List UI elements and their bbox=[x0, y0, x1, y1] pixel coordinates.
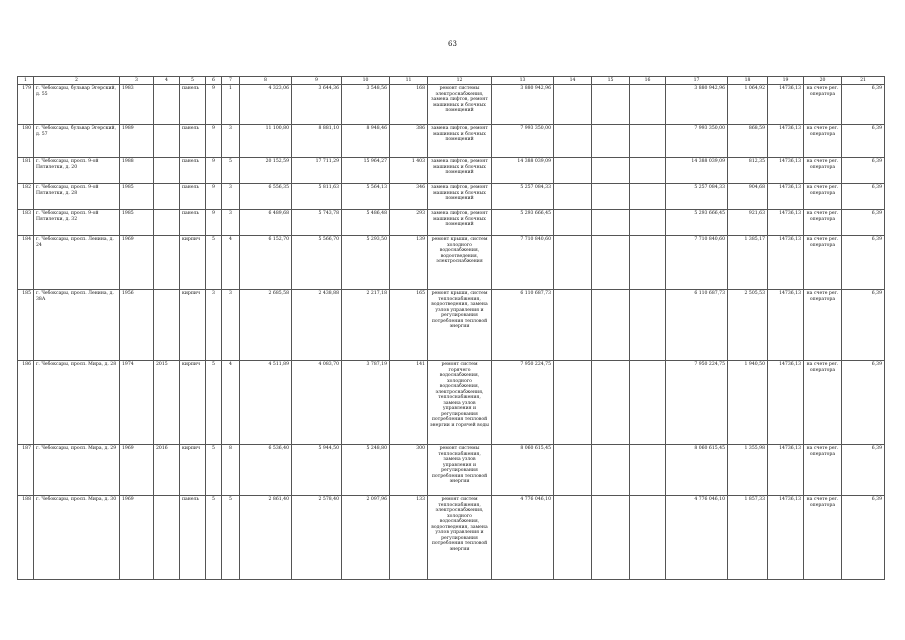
cell-tariff: 6,39 bbox=[842, 184, 885, 210]
cell-area-a: 5 944,50 bbox=[292, 445, 342, 496]
cell-wall: панель bbox=[180, 85, 206, 125]
cell-c14 bbox=[554, 125, 592, 158]
cell-floors: 9 bbox=[206, 125, 222, 158]
column-number: 19 bbox=[768, 77, 804, 85]
cell-wall: кирпич bbox=[180, 236, 206, 290]
cell-limit: 14736,13 bbox=[768, 158, 804, 184]
cell-limit: 14736,13 bbox=[768, 361, 804, 445]
cell-year-built: 1956 bbox=[120, 290, 154, 361]
cell-area-a: 4 083,70 bbox=[292, 361, 342, 445]
cell-area-b: 3 787,19 bbox=[342, 361, 390, 445]
capital-repair-table bbox=[17, 76, 885, 580]
cell-year-renov bbox=[154, 85, 180, 125]
cell-no: 185 bbox=[18, 290, 34, 361]
cell-residents: 346 bbox=[390, 184, 428, 210]
cell-cost-total: 5 257 084,33 bbox=[666, 184, 728, 210]
column-number: 17 bbox=[666, 77, 728, 85]
table-row bbox=[18, 445, 885, 496]
column-number: 2 bbox=[34, 77, 120, 85]
column-number: 14 bbox=[554, 77, 592, 85]
cell-address: г. Чебоксары, просп. 9-ой Пятилетки, д. 32 bbox=[34, 210, 120, 236]
cell-area-b: 3 548,56 bbox=[342, 85, 390, 125]
cell-tariff: 6,39 bbox=[842, 85, 885, 125]
cell-c15 bbox=[592, 184, 630, 210]
cell-cost: 5 257 084,33 bbox=[492, 184, 554, 210]
cell-entrances: 3 bbox=[222, 184, 240, 210]
cell-method: на счете рег. оператора bbox=[804, 125, 842, 158]
cell-cost: 8 060 615,45 bbox=[492, 445, 554, 496]
column-number: 1 bbox=[18, 77, 34, 85]
cell-floors: 5 bbox=[206, 496, 222, 580]
cell-c15 bbox=[592, 361, 630, 445]
cell-tariff: 6,39 bbox=[842, 125, 885, 158]
cell-works: ремонт систем теплоснабжения, электроснабжения, холодного водоснабжения, водоотведения, замена узлов управления и регулирования потребления тепловой энергии bbox=[428, 496, 492, 580]
table-row bbox=[18, 85, 885, 125]
cell-method: на счете рег. оператора bbox=[804, 210, 842, 236]
cell-no: 179 bbox=[18, 85, 34, 125]
cell-area-b: 5 293,50 bbox=[342, 236, 390, 290]
cell-limit: 14736,13 bbox=[768, 445, 804, 496]
cell-year-renov: 2016 bbox=[154, 445, 180, 496]
table-row bbox=[18, 290, 885, 361]
cell-method: на счете рег. оператора bbox=[804, 85, 842, 125]
table-row bbox=[18, 236, 885, 290]
page-number: 63 bbox=[448, 40, 457, 48]
cell-per-sqm: 1 940,50 bbox=[728, 361, 768, 445]
cell-cost-total: 7 710 840,60 bbox=[666, 236, 728, 290]
column-number: 10 bbox=[342, 77, 390, 85]
cell-c14 bbox=[554, 210, 592, 236]
cell-tariff: 6,39 bbox=[842, 290, 885, 361]
cell-no: 184 bbox=[18, 236, 34, 290]
cell-address: г. Чебоксары, просп. Мира, д. 28 bbox=[34, 361, 120, 445]
cell-area-b: 2 097,96 bbox=[342, 496, 390, 580]
cell-address: г. Чебоксары, бульвар Эгерский, д. 57 bbox=[34, 125, 120, 158]
cell-area-total: 6 489,68 bbox=[240, 210, 292, 236]
cell-floors: 5 bbox=[206, 445, 222, 496]
cell-limit: 14736,13 bbox=[768, 184, 804, 210]
table-row bbox=[18, 361, 885, 445]
cell-cost-total: 6 110 687,73 bbox=[666, 290, 728, 361]
cell-cost-total: 8 060 615,45 bbox=[666, 445, 728, 496]
cell-limit: 14736,13 bbox=[768, 85, 804, 125]
column-number: 9 bbox=[292, 77, 342, 85]
cell-address: г. Чебоксары, просп. 9-ой Пятилетки, д. 28 bbox=[34, 184, 120, 210]
cell-year-built: 1969 bbox=[120, 445, 154, 496]
cell-entrances: 3 bbox=[222, 210, 240, 236]
cell-wall: панель bbox=[180, 125, 206, 158]
cell-c15 bbox=[592, 236, 630, 290]
cell-area-b: 2 217,18 bbox=[342, 290, 390, 361]
cell-entrances: 4 bbox=[222, 236, 240, 290]
cell-cost: 6 110 687,73 bbox=[492, 290, 554, 361]
cell-c15 bbox=[592, 210, 630, 236]
cell-wall: панель bbox=[180, 496, 206, 580]
cell-area-total: 6 536,40 bbox=[240, 445, 292, 496]
cell-entrances: 3 bbox=[222, 290, 240, 361]
cell-address: г. Чебоксары, просп. Мира, д. 30 bbox=[34, 496, 120, 580]
cell-no: 182 bbox=[18, 184, 34, 210]
cell-limit: 14736,13 bbox=[768, 125, 804, 158]
cell-per-sqm: 1 857,33 bbox=[728, 496, 768, 580]
cell-c14 bbox=[554, 290, 592, 361]
cell-residents: 141 bbox=[390, 361, 428, 445]
cell-no: 187 bbox=[18, 445, 34, 496]
table-row bbox=[18, 158, 885, 184]
cell-limit: 14736,13 bbox=[768, 496, 804, 580]
cell-c15 bbox=[592, 496, 630, 580]
cell-cost-total: 3 880 942,96 bbox=[666, 85, 728, 125]
cell-area-a: 3 644,36 bbox=[292, 85, 342, 125]
cell-entrances: 1 bbox=[222, 85, 240, 125]
cell-floors: 9 bbox=[206, 184, 222, 210]
cell-c16 bbox=[630, 290, 666, 361]
cell-cost-total: 7 950 224,75 bbox=[666, 361, 728, 445]
cell-c15 bbox=[592, 125, 630, 158]
column-number-row bbox=[18, 77, 885, 85]
cell-floors: 9 bbox=[206, 210, 222, 236]
cell-c16 bbox=[630, 158, 666, 184]
cell-area-a: 2 578,40 bbox=[292, 496, 342, 580]
cell-tariff: 6,39 bbox=[842, 361, 885, 445]
cell-cost-total: 4 776 046,10 bbox=[666, 496, 728, 580]
cell-per-sqm: 1 064,92 bbox=[728, 85, 768, 125]
cell-works: замена лифтов, ремонт машинных и блочных помещений bbox=[428, 210, 492, 236]
cell-method: на счете рег. оператора bbox=[804, 158, 842, 184]
column-number: 11 bbox=[390, 77, 428, 85]
cell-address: г. Чебоксары, просп. 9-ой Пятилетки, д. 20 bbox=[34, 158, 120, 184]
cell-works: замена лифтов, ремонт машинных и блочных помещений bbox=[428, 184, 492, 210]
cell-limit: 14736,13 bbox=[768, 236, 804, 290]
cell-entrances: 4 bbox=[222, 361, 240, 445]
cell-cost-total: 7 993 350,00 bbox=[666, 125, 728, 158]
cell-residents: 300 bbox=[390, 445, 428, 496]
cell-year-built: 1985 bbox=[120, 184, 154, 210]
column-number: 15 bbox=[592, 77, 630, 85]
cell-cost: 7 950 224,75 bbox=[492, 361, 554, 445]
cell-area-b: 5 564,13 bbox=[342, 184, 390, 210]
cell-residents: 293 bbox=[390, 210, 428, 236]
cell-method: на счете рег. оператора bbox=[804, 361, 842, 445]
cell-area-a: 5 566,70 bbox=[292, 236, 342, 290]
column-number: 4 bbox=[154, 77, 180, 85]
cell-per-sqm: 868,59 bbox=[728, 125, 768, 158]
cell-c15 bbox=[592, 158, 630, 184]
cell-c14 bbox=[554, 158, 592, 184]
cell-c16 bbox=[630, 361, 666, 445]
cell-year-renov bbox=[154, 184, 180, 210]
cell-cost: 5 293 666,45 bbox=[492, 210, 554, 236]
cell-c14 bbox=[554, 184, 592, 210]
cell-method: на счете рег. оператора bbox=[804, 496, 842, 580]
cell-year-built: 1983 bbox=[120, 85, 154, 125]
cell-floors: 9 bbox=[206, 85, 222, 125]
cell-limit: 14736,13 bbox=[768, 290, 804, 361]
cell-works: ремонт системы теплоснабжения, замена узлов управления и регулирования потребления тепловой энергии bbox=[428, 445, 492, 496]
cell-works: ремонт крыши, систем теплоснабжения, водоотведения, замена узлов управления и регулирования потребления тепловой энергии bbox=[428, 290, 492, 361]
cell-c16 bbox=[630, 210, 666, 236]
cell-area-b: 8 948,46 bbox=[342, 125, 390, 158]
table-row bbox=[18, 125, 885, 158]
cell-area-total: 4 323,06 bbox=[240, 85, 292, 125]
table-row bbox=[18, 210, 885, 236]
cell-cost: 4 776 046,10 bbox=[492, 496, 554, 580]
cell-entrances: 5 bbox=[222, 158, 240, 184]
cell-year-built: 1989 bbox=[120, 125, 154, 158]
cell-year-renov bbox=[154, 290, 180, 361]
cell-area-a: 17 711,29 bbox=[292, 158, 342, 184]
cell-c15 bbox=[592, 290, 630, 361]
cell-c16 bbox=[630, 85, 666, 125]
cell-c16 bbox=[630, 125, 666, 158]
cell-residents: 139 bbox=[390, 236, 428, 290]
cell-year-renov: 2015 bbox=[154, 361, 180, 445]
cell-entrances: 5 bbox=[222, 496, 240, 580]
column-number: 16 bbox=[630, 77, 666, 85]
column-number: 13 bbox=[492, 77, 554, 85]
column-number: 8 bbox=[240, 77, 292, 85]
cell-per-sqm: 1 355,98 bbox=[728, 445, 768, 496]
cell-area-total: 2 861,40 bbox=[240, 496, 292, 580]
cell-method: на счете рег. оператора bbox=[804, 236, 842, 290]
cell-no: 183 bbox=[18, 210, 34, 236]
cell-cost-total: 14 388 039,09 bbox=[666, 158, 728, 184]
cell-floors: 3 bbox=[206, 290, 222, 361]
cell-wall: панель bbox=[180, 184, 206, 210]
cell-cost-total: 5 293 666,45 bbox=[666, 210, 728, 236]
cell-residents: 386 bbox=[390, 125, 428, 158]
cell-method: на счете рег. оператора bbox=[804, 184, 842, 210]
cell-c14 bbox=[554, 445, 592, 496]
cell-area-total: 2 685,58 bbox=[240, 290, 292, 361]
cell-works: ремонт систем горячего водоснабжения, холодного водоснабжения, электроснабжения, теплоснабжения, замена узлов управления и регулирования потребления тепловой энергии и горячей воды bbox=[428, 361, 492, 445]
column-number: 21 bbox=[842, 77, 885, 85]
cell-cost: 14 388 039,09 bbox=[492, 158, 554, 184]
cell-works: ремонт системы электроснабжения, замена лифтов, ремонт машинных и блочных помещений bbox=[428, 85, 492, 125]
cell-no: 181 bbox=[18, 158, 34, 184]
cell-wall: кирпич bbox=[180, 361, 206, 445]
cell-area-a: 5 811,63 bbox=[292, 184, 342, 210]
cell-tariff: 6,39 bbox=[842, 158, 885, 184]
cell-area-total: 6 152,70 bbox=[240, 236, 292, 290]
cell-c15 bbox=[592, 85, 630, 125]
cell-per-sqm: 812,35 bbox=[728, 158, 768, 184]
cell-c14 bbox=[554, 361, 592, 445]
column-number: 6 bbox=[206, 77, 222, 85]
cell-year-built: 1985 bbox=[120, 210, 154, 236]
cell-tariff: 6,39 bbox=[842, 210, 885, 236]
cell-method: на счете рег. оператора bbox=[804, 445, 842, 496]
table-row bbox=[18, 496, 885, 580]
cell-floors: 5 bbox=[206, 361, 222, 445]
cell-area-total: 20 152,59 bbox=[240, 158, 292, 184]
cell-area-a: 2 438,88 bbox=[292, 290, 342, 361]
cell-area-total: 11 100,80 bbox=[240, 125, 292, 158]
cell-residents: 168 bbox=[390, 85, 428, 125]
cell-per-sqm: 2 505,53 bbox=[728, 290, 768, 361]
cell-area-b: 5 248,80 bbox=[342, 445, 390, 496]
cell-year-built: 1974 bbox=[120, 361, 154, 445]
cell-tariff: 6,39 bbox=[842, 496, 885, 580]
cell-no: 186 bbox=[18, 361, 34, 445]
cell-area-b: 15 964,27 bbox=[342, 158, 390, 184]
cell-wall: панель bbox=[180, 158, 206, 184]
cell-area-b: 5 486,48 bbox=[342, 210, 390, 236]
column-number: 3 bbox=[120, 77, 154, 85]
cell-address: г. Чебоксары, просп. Ленина, д. 24 bbox=[34, 236, 120, 290]
cell-c16 bbox=[630, 445, 666, 496]
cell-address: г. Чебоксары, просп. Мира, д. 29 bbox=[34, 445, 120, 496]
table-row bbox=[18, 184, 885, 210]
cell-works: замена лифтов, ремонт машинных и блочных помещений bbox=[428, 125, 492, 158]
cell-per-sqm: 904,68 bbox=[728, 184, 768, 210]
column-number: 5 bbox=[180, 77, 206, 85]
column-number: 20 bbox=[804, 77, 842, 85]
cell-area-total: 6 556,35 bbox=[240, 184, 292, 210]
cell-floors: 9 bbox=[206, 158, 222, 184]
cell-year-renov bbox=[154, 125, 180, 158]
cell-cost: 7 710 840,60 bbox=[492, 236, 554, 290]
cell-entrances: 3 bbox=[222, 125, 240, 158]
cell-tariff: 6,39 bbox=[842, 236, 885, 290]
cell-year-renov bbox=[154, 236, 180, 290]
cell-wall: кирпич bbox=[180, 290, 206, 361]
cell-c16 bbox=[630, 184, 666, 210]
cell-cost: 7 993 350,00 bbox=[492, 125, 554, 158]
cell-wall: панель bbox=[180, 210, 206, 236]
cell-works: ремонт крыши, систем холодного водоснабжения, водоотведения, электроснабжения bbox=[428, 236, 492, 290]
cell-per-sqm: 921,63 bbox=[728, 210, 768, 236]
cell-residents: 133 bbox=[390, 496, 428, 580]
cell-entrances: 8 bbox=[222, 445, 240, 496]
cell-area-a: 8 881,10 bbox=[292, 125, 342, 158]
cell-area-a: 5 743,78 bbox=[292, 210, 342, 236]
cell-year-renov bbox=[154, 158, 180, 184]
cell-no: 180 bbox=[18, 125, 34, 158]
cell-year-renov bbox=[154, 496, 180, 580]
cell-c16 bbox=[630, 496, 666, 580]
cell-c16 bbox=[630, 236, 666, 290]
column-number: 7 bbox=[222, 77, 240, 85]
cell-limit: 14736,13 bbox=[768, 210, 804, 236]
cell-wall: кирпич bbox=[180, 445, 206, 496]
column-number: 12 bbox=[428, 77, 492, 85]
cell-address: г. Чебоксары, просп. Ленина, д. 38А bbox=[34, 290, 120, 361]
cell-residents: 165 bbox=[390, 290, 428, 361]
cell-no: 188 bbox=[18, 496, 34, 580]
cell-c14 bbox=[554, 496, 592, 580]
cell-year-built: 1969 bbox=[120, 236, 154, 290]
cell-tariff: 6,39 bbox=[842, 445, 885, 496]
cell-address: г. Чебоксары, бульвар Эгерский, д. 55 bbox=[34, 85, 120, 125]
cell-year-built: 1988 bbox=[120, 158, 154, 184]
cell-year-renov bbox=[154, 210, 180, 236]
cell-works: замена лифтов, ремонт машинных и блочных помещений bbox=[428, 158, 492, 184]
cell-residents: 1 403 bbox=[390, 158, 428, 184]
cell-year-built: 1969 bbox=[120, 496, 154, 580]
column-number: 18 bbox=[728, 77, 768, 85]
cell-cost: 3 880 942,96 bbox=[492, 85, 554, 125]
cell-area-total: 4 511,89 bbox=[240, 361, 292, 445]
cell-per-sqm: 1 385,17 bbox=[728, 236, 768, 290]
cell-c14 bbox=[554, 236, 592, 290]
cell-c14 bbox=[554, 85, 592, 125]
cell-c15 bbox=[592, 445, 630, 496]
cell-method: на счете рег. оператора bbox=[804, 290, 842, 361]
cell-floors: 5 bbox=[206, 236, 222, 290]
